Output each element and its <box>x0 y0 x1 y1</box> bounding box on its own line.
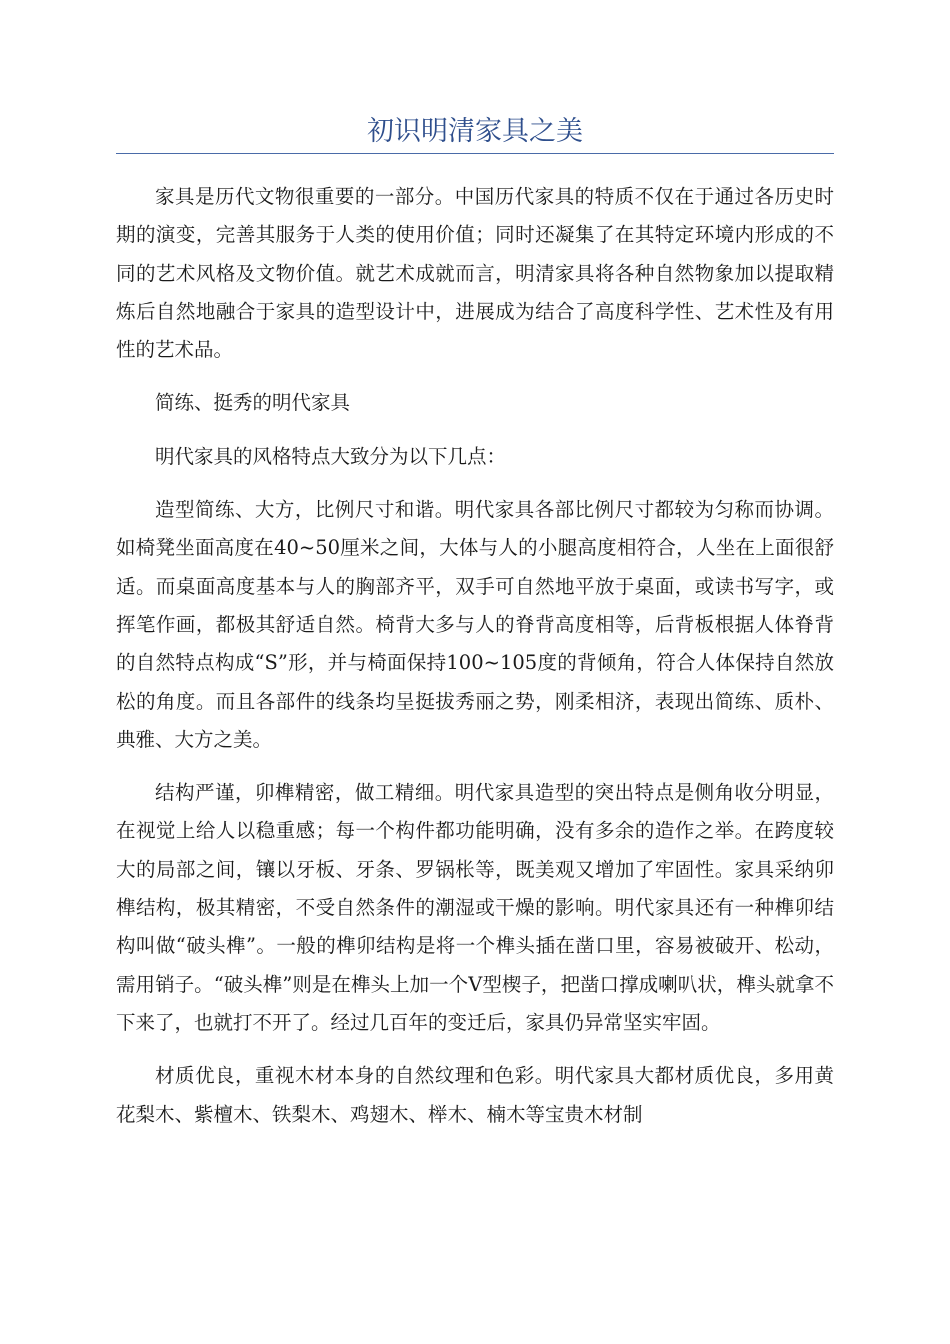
page-title: 初识明清家具之美 <box>367 116 583 147</box>
title-underline <box>116 153 834 154</box>
document-body <box>116 178 834 1149</box>
paragraph-intro: 家具是历代文物很重要的一部分。中国历代家具的特质不仅在于通过各历史时期的演变，完善其服务于人类的使用价值；同时还凝集了在其特定环境内形成的不同的艺术风格及文物价值。就艺术成就而言，明清家具将各种自然物象加以提取精炼后自然地融合于家具的造型设计中，进展成为结合了高度科学性、艺术性及有用性的艺术品。 <box>116 185 834 362</box>
paragraph-proportion: 造型简练、大方，比例尺寸和谐。明代家具各部比例尺寸都较为匀称而协调。如椅凳坐面高度在40~50厘米之间，大体与人的小腿高度相符合，人坐在上面很舒适。而桌面高度基本与人的胸部齐平，双手可自然地平放于桌面，或读书写字，或挥笔作画，都极其舒适自然。椅背大多与人的脊背高度相等，后背板根据人体脊背的自然特点构成“S”形，并与椅面保持100~105度的背倾角，符合人体保持自然放松的角度。而且各部件的线条均呈挺拔秀丽之势，刚柔相济，表现出简练、质朴、典雅、大方之美。 <box>116 498 834 751</box>
paragraph-ming-heading: 简练、挺秀的明代家具 <box>155 391 351 415</box>
paragraph-structure: 结构严谨，卯榫精密，做工精细。明代家具造型的突出特点是侧角收分明显，在视觉上给人以稳重感；每一个构件都功能明确，没有多余的造作之举。在跨度较大的局部之间，镶以牙板、牙条、罗锅枨等，既美观又增加了牢固性。家具采纳卯榫结构，极其精密，不受自然条件的潮湿或干燥的影响。明代家具还有一种榫卯结构叫做“破头榫”。一般的榫卯结构是将一个榫头插在凿口里，容易被破开、松动，需用销子。“破头榫”则是在榫头上加一个V型楔子，把凿口撑成喇叭状，榫头就拿不下来了，也就打不开了。经过几百年的变迁后，家具仍异常坚实牢固。 <box>116 781 834 1034</box>
paragraph-material: 材质优良，重视木材本身的自然纹理和色彩。明代家具大都材质优良，多用黄花梨木、紫檀木、铁梨木、鸡翅木、榉木、楠木等宝贵木材制 <box>116 1064 834 1126</box>
paragraph-style-lead: 明代家具的风格特点大致分为以下几点： <box>155 444 507 468</box>
